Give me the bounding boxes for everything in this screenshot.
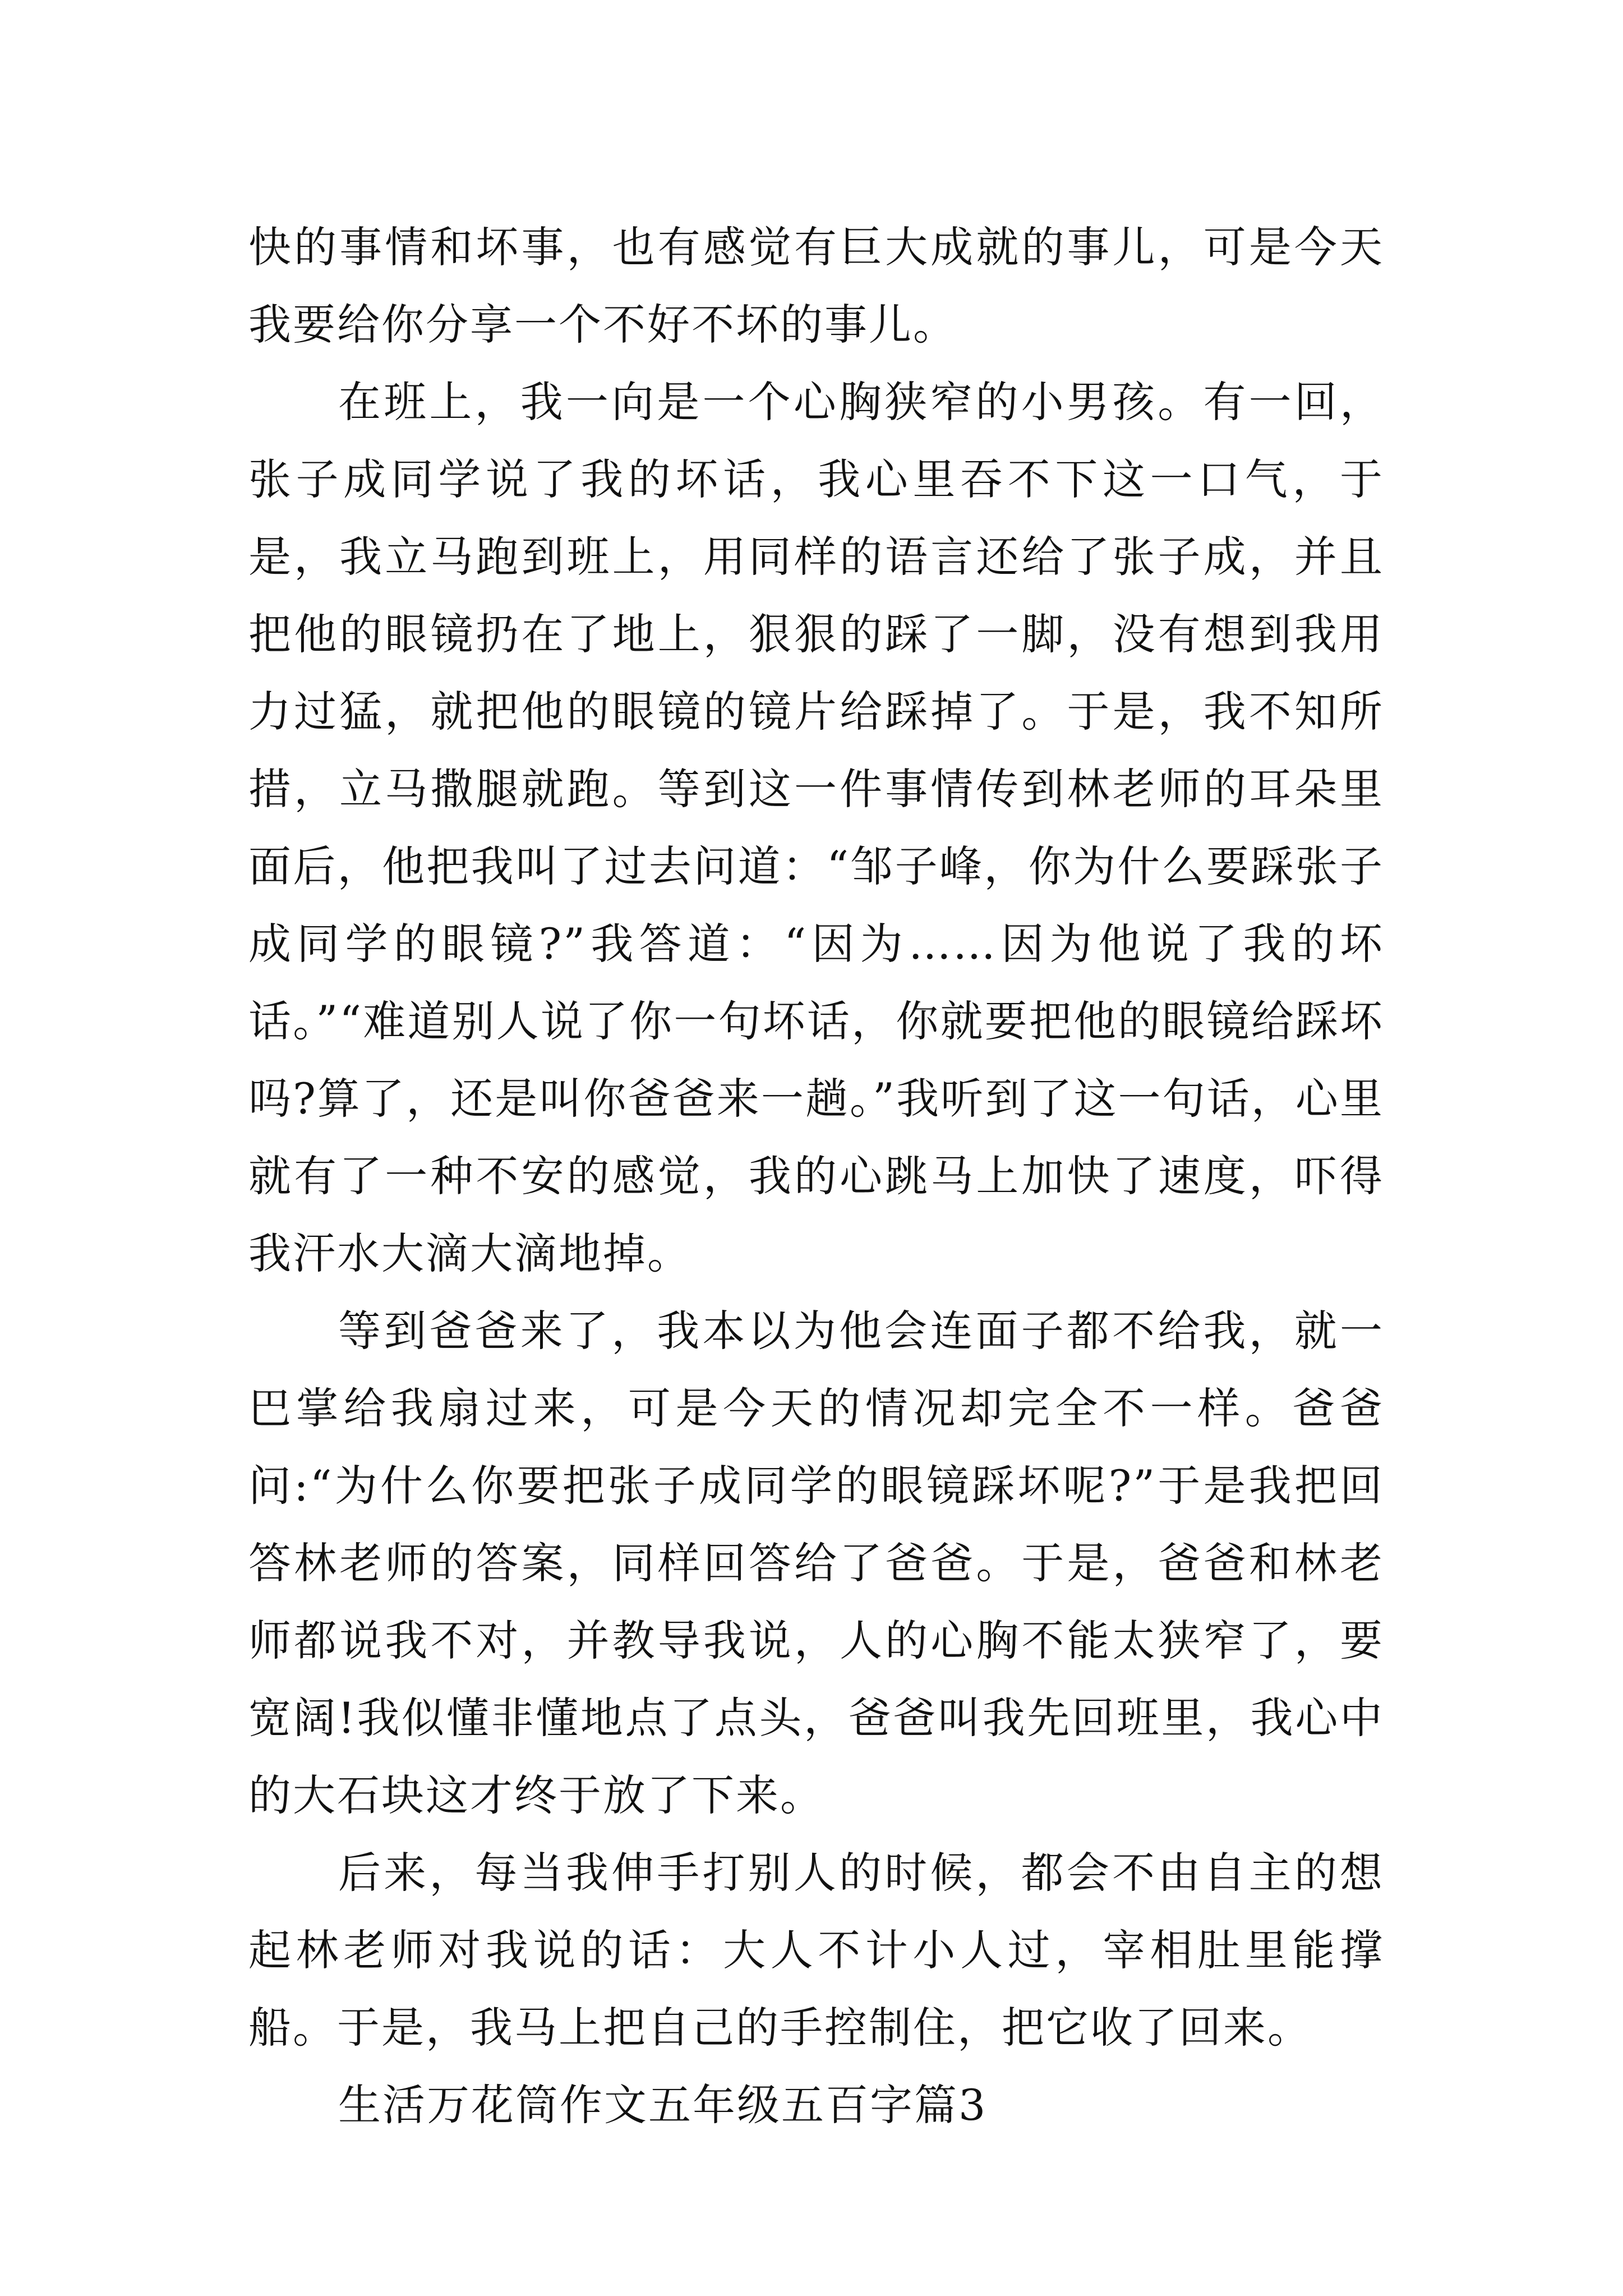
paragraph-afterwards: 后来，每当我伸手打别人的时候，都会不由自主的想起林老师对我说的话：大人不计小人过，宰相肚里能撑船。于是，我马上把自己的手控制住，把它收了回来。 — [248, 1848, 1384, 2053]
paragraph-glasses-incident: 在班上，我一向是一个心胸狭窄的小男孩。有一回，张子成同学说了我的坏话，我心里吞不下这一口气，于是，我立马跑到班上，用同样的语言还给了张子成，并且把他的眼镜扔在了地上，狠狠的踩了一脚，没有想到我用力过猛，就把他的眼镜的镜片给踩掉了。于是，我不知所措，立马撒腿就跑。等到这一件事情传到林老师的耳朵里面后，他把我叫了过去问道：“邹子峰，你为什么要踩张子成同学的眼镜?”我答道：“因为……因为他说了我的坏话。”“难道别人说了你一句坏话，你就要把他的眼镜给踩坏吗?算了，还是叫你爸爸来一趟。”我听到了这一句话，心里就有了一种不安的感觉，我的心跳马上加快了速度，吓得我汗水大滴大滴地掉。 — [248, 377, 1384, 1278]
paragraph-continued: 快的事情和坏事，也有感觉有巨大成就的事儿，可是今天我要给你分享一个不好不坏的事儿。 — [248, 222, 1384, 349]
paragraph-father-visit: 等到爸爸来了，我本以为他会连面子都不给我，就一巴掌给我扇过来，可是今天的情况却完全不一样。爸爸问:“为什么你要把张子成同学的眼镜踩坏呢?”于是我把回答林老师的答案，同样回答给了爸爸。于是，爸爸和林老师都说我不对，并教导我说，人的心胸不能太狭窄了，要宽阔!我似懂非懂地点了点头，爸爸叫我先回班里，我心中的大石块这才终于放了下来。 — [248, 1306, 1384, 1820]
document-body — [248, 209, 1384, 2144]
section-heading: 生活万花筒作文五年级五百字篇3 — [338, 2080, 988, 2130]
